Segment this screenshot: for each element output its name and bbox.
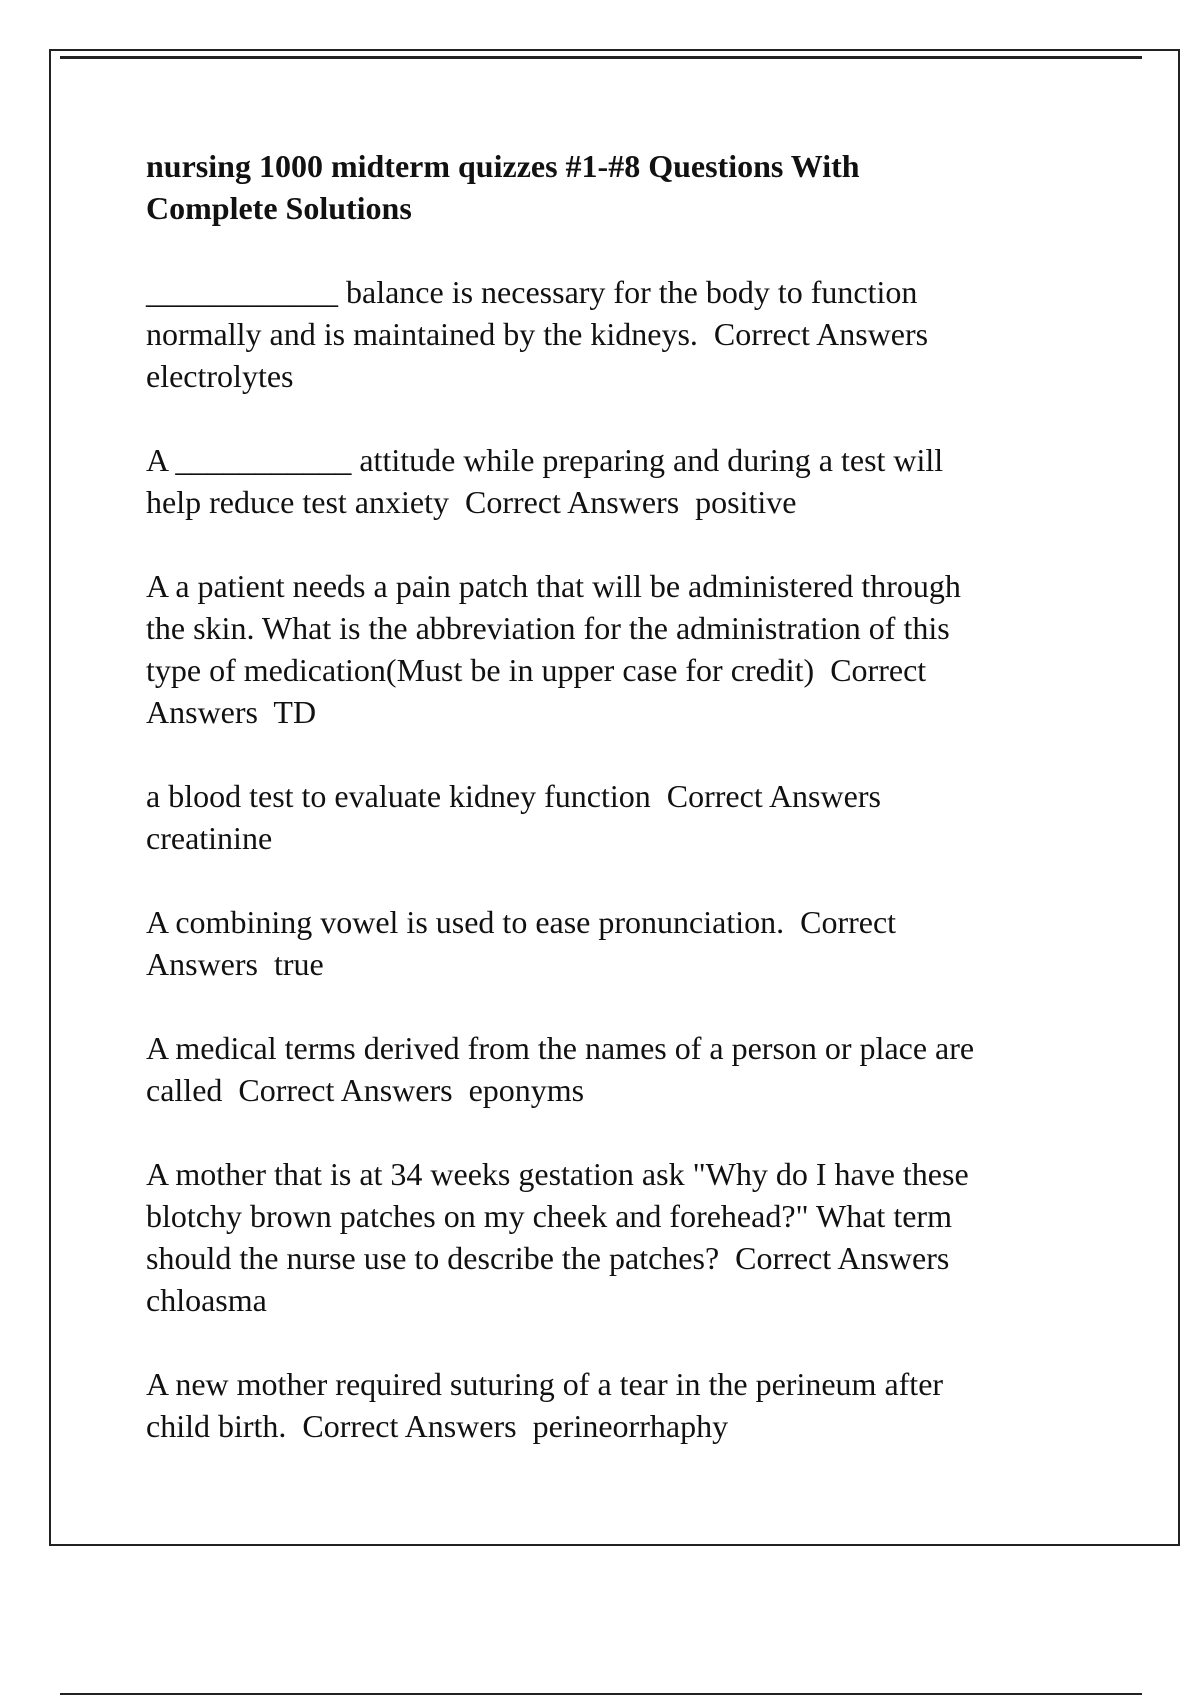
text-line: type of medication(Must be in upper case for credit) Correct [146, 652, 927, 688]
text-line: a blood test to evaluate kidney function Correct Answers [146, 778, 881, 814]
text-line: the skin. What is the abbreviation for the administration of this [146, 610, 950, 646]
text-line: electrolytes [146, 358, 294, 394]
text-line: should the nurse use to describe the patches? Correct Answers [146, 1240, 950, 1276]
question-answer-item [146, 439, 1146, 523]
question-answer-item [146, 901, 1146, 985]
text-line: help reduce test anxiety Correct Answers positive [146, 484, 797, 520]
question-answer-item [146, 1027, 1146, 1111]
text-line: creatinine [146, 820, 273, 856]
text-line: A mother that is at 34 weeks gestation ask "Why do I have these [146, 1156, 969, 1192]
question-answer-item [146, 775, 1146, 859]
question-answer-item [146, 1363, 1146, 1447]
text-line: A ___________ attitude while preparing and during a test will [146, 442, 944, 478]
text-line: Answers TD [146, 694, 317, 730]
title-line: nursing 1000 midterm quizzes #1-#8 Questions With [146, 148, 860, 184]
text-line: A combining vowel is used to ease pronunciation. Correct [146, 904, 897, 940]
text-line: called Correct Answers eponyms [146, 1072, 585, 1108]
text-line: A new mother required suturing of a tear in the perineum after [146, 1366, 944, 1402]
text-line: child birth. Correct Answers perineorrhaphy [146, 1408, 729, 1444]
text-line: chloasma [146, 1282, 267, 1318]
text-line: ____________ balance is necessary for the body to function [146, 274, 918, 310]
text-line: normally and is maintained by the kidneys. Correct Answers [146, 316, 929, 352]
text-line: Answers true [146, 946, 324, 982]
footer-rule [60, 1693, 1142, 1695]
title-line: Complete Solutions [146, 190, 412, 226]
text-line: A a patient needs a pain patch that will be administered through [146, 568, 961, 604]
question-answer-item [146, 565, 1146, 733]
document-body [146, 145, 1146, 1489]
text-line: A medical terms derived from the names of a person or place are [146, 1030, 975, 1066]
question-answer-item [146, 1153, 1146, 1321]
header-rule [60, 56, 1142, 59]
text-line: blotchy brown patches on my cheek and forehead?" What term [146, 1198, 952, 1234]
document-title [146, 145, 1146, 229]
question-answer-item [146, 271, 1146, 397]
